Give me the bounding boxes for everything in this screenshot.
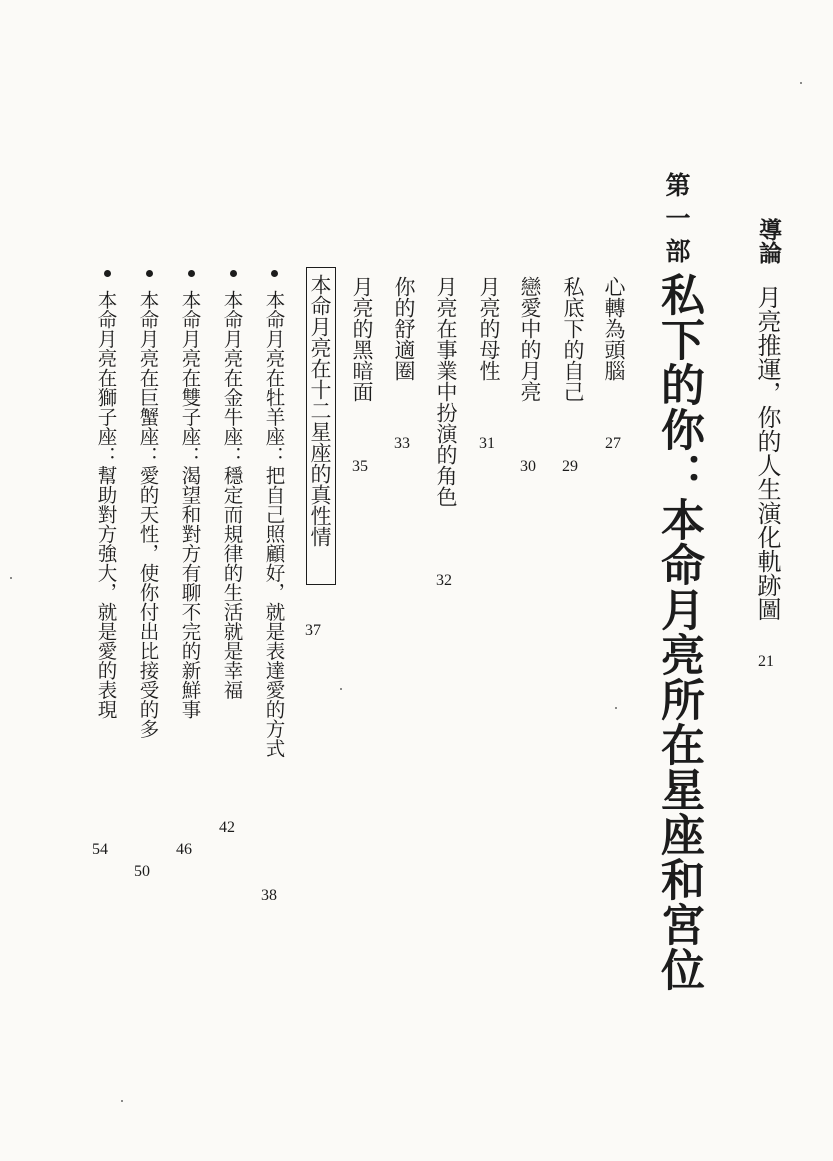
bullet-entry: 本命月亮在巨蟹座：愛的天性，使你付出比接受的多 (136, 290, 160, 739)
toc-entry: 私底下的自己 (561, 276, 585, 402)
bullet-dot (230, 270, 237, 277)
scan-speck (800, 82, 802, 84)
bullet-entry-page: 54 (92, 841, 108, 858)
bullet-entry-page: 50 (134, 863, 150, 880)
bullet-entry: 本命月亮在雙子座：渴望和對方有聊不完的新鮮事 (178, 290, 202, 719)
bullet-entry-page: 42 (219, 819, 235, 836)
toc-entry-page: 30 (520, 458, 536, 475)
bullet-dot (271, 270, 278, 277)
bullet-entry: 本命月亮在獅子座：幫助對方強大，就是愛的表現 (94, 290, 118, 719)
toc-entry: 你的舒適圈 (392, 276, 416, 381)
section-heading: 本命月亮在十二星座的真性情 (308, 274, 332, 547)
bullet-entry: 本命月亮在牡羊座：把自己照顧好，就是表達愛的方式 (262, 290, 286, 758)
toc-entry-page: 27 (605, 435, 621, 452)
bullet-dot (146, 270, 153, 277)
bullet-entry: 本命月亮在金牛座：穩定而規律的生活就是幸福 (220, 290, 244, 700)
scan-speck (10, 577, 12, 579)
bullet-entry-page: 38 (261, 887, 277, 904)
scan-speck (340, 688, 342, 690)
scan-speck (121, 1100, 123, 1102)
toc-entry-page: 29 (562, 458, 578, 475)
toc-entry-page: 31 (479, 435, 495, 452)
intro-label: 導論 (755, 218, 782, 264)
section-page: 37 (305, 622, 321, 639)
toc-entry-page: 35 (352, 458, 368, 475)
bullet-entry-page: 46 (176, 841, 192, 858)
intro-page: 21 (758, 653, 774, 670)
toc-entry: 月亮的黑暗面 (350, 276, 374, 402)
toc-entry-page: 32 (436, 572, 452, 589)
bullet-dot (104, 270, 111, 277)
bullet-dot (188, 270, 195, 277)
part-label: 第一部 (662, 172, 691, 271)
toc-entry: 戀愛中的月亮 (518, 276, 542, 402)
part-title: 私下的你：本命月亮所在星座和宮位 (653, 272, 704, 992)
section-heading-box (306, 267, 336, 585)
toc-entry: 月亮的母性 (477, 276, 501, 381)
toc-entry: 月亮在事業中扮演的角色 (434, 276, 458, 507)
intro-title: 月亮推運，你的人生演化軌跡圖 (753, 285, 781, 621)
toc-entry-page: 33 (394, 435, 410, 452)
scan-speck (615, 707, 617, 709)
toc-entry: 心轉為頭腦 (602, 276, 626, 381)
